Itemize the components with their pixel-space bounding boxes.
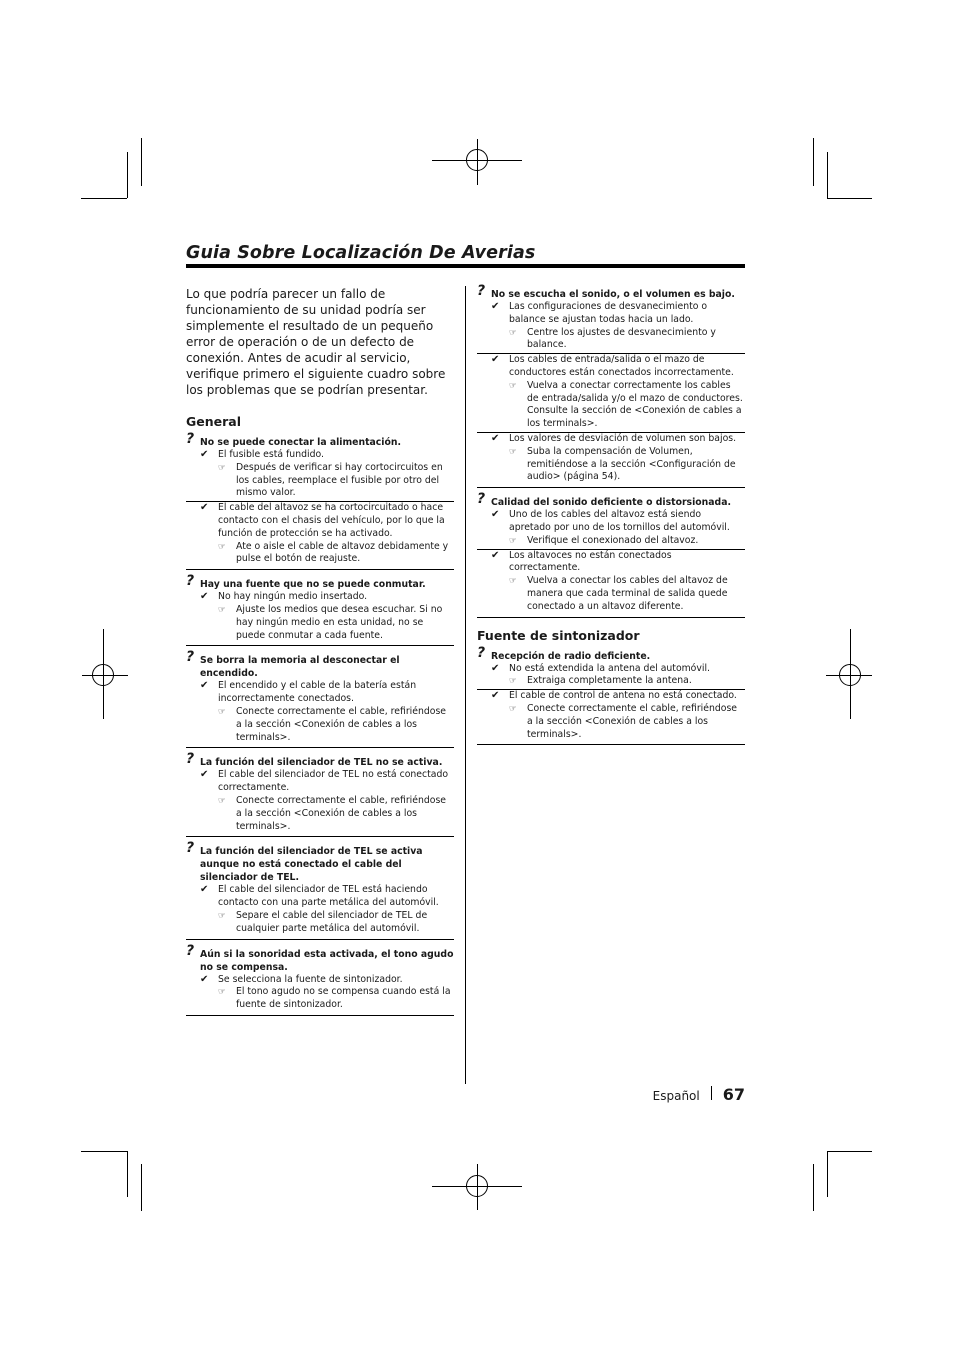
cause-text: El cable de control de antena no está conectado. <box>509 690 737 702</box>
pointing-hand-icon: ☞ <box>509 535 517 546</box>
pointing-hand-icon: ☞ <box>218 541 226 552</box>
cause-item <box>477 432 745 484</box>
footer-language: Español <box>652 1089 700 1103</box>
registration-mark <box>839 664 861 686</box>
remedy-item <box>509 675 745 688</box>
remedy-item <box>218 462 454 500</box>
footer-separator <box>711 1086 712 1100</box>
problem-question-text: Se borra la memoria al desconectar el encendido. <box>200 655 400 680</box>
question-mark-icon: ? <box>186 751 195 768</box>
question-mark-icon: ? <box>186 840 195 857</box>
remedy-item <box>218 910 454 936</box>
section-audio <box>477 283 745 618</box>
cause-item <box>477 549 745 614</box>
cause-item <box>186 591 454 642</box>
cause-item <box>477 663 745 689</box>
cause-text: No hay ningún medio insertado. <box>218 591 368 603</box>
check-mark-icon: ✔ <box>200 502 209 514</box>
problem-question <box>186 431 454 449</box>
cause-text: Los cables de entrada/salida o el mazo de conductores están conectados incorrectamente. <box>509 354 734 378</box>
check-mark-icon: ✔ <box>491 509 500 521</box>
problem-block <box>477 283 745 488</box>
remedy-item <box>218 795 454 833</box>
pointing-hand-icon: ☞ <box>218 795 226 806</box>
problem-question-text: Calidad del sonido deficiente o distorsionada. <box>491 497 732 509</box>
remedy-item <box>509 327 745 353</box>
check-mark-icon: ✔ <box>491 301 500 312</box>
section-general <box>186 414 454 1016</box>
cause-text: El cable del silenciador de TEL está haciendo contacto con una parte metálica del automóvil. <box>218 884 439 909</box>
question-mark-icon: ? <box>186 431 195 447</box>
problem-block <box>186 840 454 939</box>
page-footer <box>640 1085 745 1104</box>
crop-mark <box>827 152 828 198</box>
remedy-item <box>509 575 745 613</box>
remedy-text: Conecte correctamente el cable, refiriéndose a la sección <Conexión de cables a los terminals>. <box>236 705 447 743</box>
problem-block <box>186 431 454 570</box>
section-heading: Fuente de sintonizador <box>477 627 640 643</box>
pointing-hand-icon: ☞ <box>509 676 517 687</box>
cause-item <box>186 974 454 1012</box>
crop-mark <box>827 198 872 199</box>
column-divider <box>465 286 466 1084</box>
page-number: 67 <box>722 1085 745 1104</box>
cause-text: El cable del silenciador de TEL no está conectado correctamente. <box>218 769 449 794</box>
problem-question-text: La función del silenciador de TEL no se activa. <box>200 757 443 769</box>
crop-mark <box>127 1151 128 1197</box>
problem-block <box>186 573 454 646</box>
remedy-text: El tono agudo no se compensa cuando está la fuente de sintonizador. <box>236 986 451 1011</box>
cause-item <box>477 301 745 352</box>
cause-text: El encendido y el cable de la batería están incorrectamente conectados. <box>218 680 417 705</box>
crop-mark <box>141 1164 142 1211</box>
pointing-hand-icon: ☞ <box>509 576 517 587</box>
problem-question <box>186 840 454 884</box>
right-column <box>477 283 745 751</box>
cause-item <box>186 680 454 744</box>
problem-question-text: Recepción de radio deficiente. <box>491 650 651 662</box>
remedy-text: Centre los ajustes de desvanecimiento y balance. <box>527 326 716 351</box>
remedy-item <box>218 706 454 744</box>
section-tuner <box>477 628 745 746</box>
check-mark-icon: ✔ <box>200 591 209 603</box>
pointing-hand-icon: ☞ <box>218 706 226 717</box>
problem-question-text: La función del silenciador de TEL se activa aunque no está conectado el cable del silenciador de TEL. <box>200 846 423 884</box>
question-mark-icon: ? <box>477 283 486 299</box>
problem-list <box>477 283 745 618</box>
pointing-hand-icon: ☞ <box>218 987 226 998</box>
remedy-text: Después de verificar si hay cortocircuitos en los cables, reemplace el fusible por otro del mismo valor. <box>236 461 443 499</box>
crop-mark <box>81 198 127 199</box>
crop-mark <box>813 138 814 186</box>
cause-text: No está extendida la antena del automóvil. <box>509 662 710 674</box>
problem-block <box>477 644 745 746</box>
pointing-hand-icon: ☞ <box>218 910 226 921</box>
remedy-text: Extraiga completamente la antena. <box>527 675 692 687</box>
cause-text: Las configuraciones de desvanecimiento o balance se ajustan todas hacia un lado. <box>509 301 708 325</box>
cause-text: Se selecciona la fuente de sintonizador. <box>218 973 403 985</box>
problem-question <box>186 942 454 974</box>
check-mark-icon: ✔ <box>491 549 500 561</box>
question-mark-icon: ? <box>477 491 486 508</box>
cause-item <box>186 449 454 500</box>
problem-question-text: No se escucha el sonido, o el volumen es bajo. <box>491 289 735 300</box>
cause-item <box>477 353 745 431</box>
pointing-hand-icon: ☞ <box>509 703 517 714</box>
remedy-item <box>509 535 745 548</box>
check-mark-icon: ✔ <box>491 690 500 702</box>
remedy-item <box>218 986 454 1012</box>
remedy-item <box>509 446 745 484</box>
remedy-text: Conecte correctamente el cable, refiriéndose a la sección <Conexión de cables a los terminals>. <box>236 794 447 832</box>
problem-question <box>186 573 454 591</box>
cause-text: El cable del altavoz se ha cortocircuitado o hace contacto con el chasis del vehículo, por lo que la función de protección se ha activado. <box>218 502 445 539</box>
pointing-hand-icon: ☞ <box>509 380 517 391</box>
cause-item <box>477 689 745 741</box>
remedy-text: Verifique el conexionado del altavoz. <box>527 534 699 546</box>
problem-question-text: Aún si la sonoridad esta activada, el tono agudo no se compensa. <box>200 948 454 973</box>
check-mark-icon: ✔ <box>200 769 209 781</box>
remedy-item <box>509 380 745 431</box>
problem-block <box>186 649 454 748</box>
crop-mark <box>141 138 142 186</box>
registration-mark <box>466 149 488 171</box>
pointing-hand-icon: ☞ <box>218 462 226 473</box>
problem-list <box>477 644 745 746</box>
remedy-text: Ajuste los medios que desea escuchar. Si no hay ningún medio en esta unidad, no se puede conmutar a cada fuente. <box>236 603 443 641</box>
question-mark-icon: ? <box>186 573 195 590</box>
problem-question <box>186 649 454 680</box>
remedy-text: Conecte correctamente el cable, refiriéndose a la sección <Conexión de cables a los terminals>. <box>527 702 738 740</box>
remedy-text: Suba la compensación de Volumen, remitiéndose a la sección <Configuración de audio> (página 54). <box>527 445 736 483</box>
cause-item <box>477 509 745 547</box>
problem-question <box>477 644 745 663</box>
cause-item <box>186 769 454 833</box>
question-mark-icon: ? <box>186 942 195 959</box>
check-mark-icon: ✔ <box>491 432 500 444</box>
problem-block <box>186 751 454 837</box>
remedy-item <box>218 604 454 642</box>
remedy-text: Separe el cable del silenciador de TEL de cualquier parte metálica del automóvil. <box>236 909 428 934</box>
problem-list <box>186 431 454 1016</box>
cause-text: Los valores de desviación de volumen son bajos. <box>509 432 737 444</box>
registration-mark <box>466 1175 488 1197</box>
problem-question <box>477 283 745 301</box>
crop-mark <box>827 1151 828 1197</box>
remedy-text: Ate o aisle el cable de altavoz debidamente y pulse el botón de reajuste. <box>236 540 449 565</box>
problem-block <box>186 942 454 1016</box>
problem-question <box>477 491 745 509</box>
remedy-text: Vuelva a conectar correctamente los cables de entrada/salida y/o el mazo de conductores. Consulte la sección de <Conexión de cables a los terminals>. <box>527 379 743 430</box>
crop-mark <box>127 152 128 198</box>
question-mark-icon: ? <box>477 644 486 661</box>
remedy-item <box>218 541 454 567</box>
check-mark-icon: ✔ <box>200 680 209 692</box>
remedy-text: Vuelva a conectar los cables del altavoz de manera que cada terminal de salida quede conectado a un altavoz diferente. <box>527 575 728 612</box>
check-mark-icon: ✔ <box>200 449 209 460</box>
title-rule <box>186 264 745 268</box>
check-mark-icon: ✔ <box>491 662 500 674</box>
intro-paragraph: Lo que podría parecer un fallo de funcionamiento de su unidad podría ser simplemente el resultado de un pequeño error de operación o de un defecto de conexión. Antes de acudir al servicio, verifique primero el siguiente cuadro sobre los problemas que se podrían presentar. <box>186 287 446 397</box>
cause-item <box>186 884 454 935</box>
crop-mark <box>81 1151 127 1152</box>
remedy-item <box>509 703 745 741</box>
left-column <box>186 286 454 1022</box>
problem-question-text: No se puede conectar la alimentación. <box>200 437 402 448</box>
check-mark-icon: ✔ <box>200 884 209 896</box>
check-mark-icon: ✔ <box>491 354 500 366</box>
crop-mark <box>827 1151 872 1152</box>
cause-text: Uno de los cables del altavoz está siendo apretado por uno de los tornillos del automóvil. <box>509 509 730 533</box>
cause-text: Los altavoces no están conectados correctamente. <box>509 549 672 574</box>
cause-text: El fusible está fundido. <box>218 449 324 460</box>
pointing-hand-icon: ☞ <box>509 327 517 338</box>
check-mark-icon: ✔ <box>200 973 209 985</box>
page-title: Guia Sobre Localización De Averias <box>186 243 536 263</box>
registration-mark <box>92 664 114 686</box>
pointing-hand-icon: ☞ <box>509 446 517 457</box>
pointing-hand-icon: ☞ <box>218 604 226 615</box>
problem-block <box>477 491 745 617</box>
problem-question <box>186 751 454 769</box>
crop-mark <box>813 1164 814 1211</box>
section-heading: General <box>186 414 241 429</box>
cause-item <box>186 501 454 566</box>
problem-question-text: Hay una fuente que no se puede conmutar. <box>200 579 426 591</box>
question-mark-icon: ? <box>186 649 195 666</box>
